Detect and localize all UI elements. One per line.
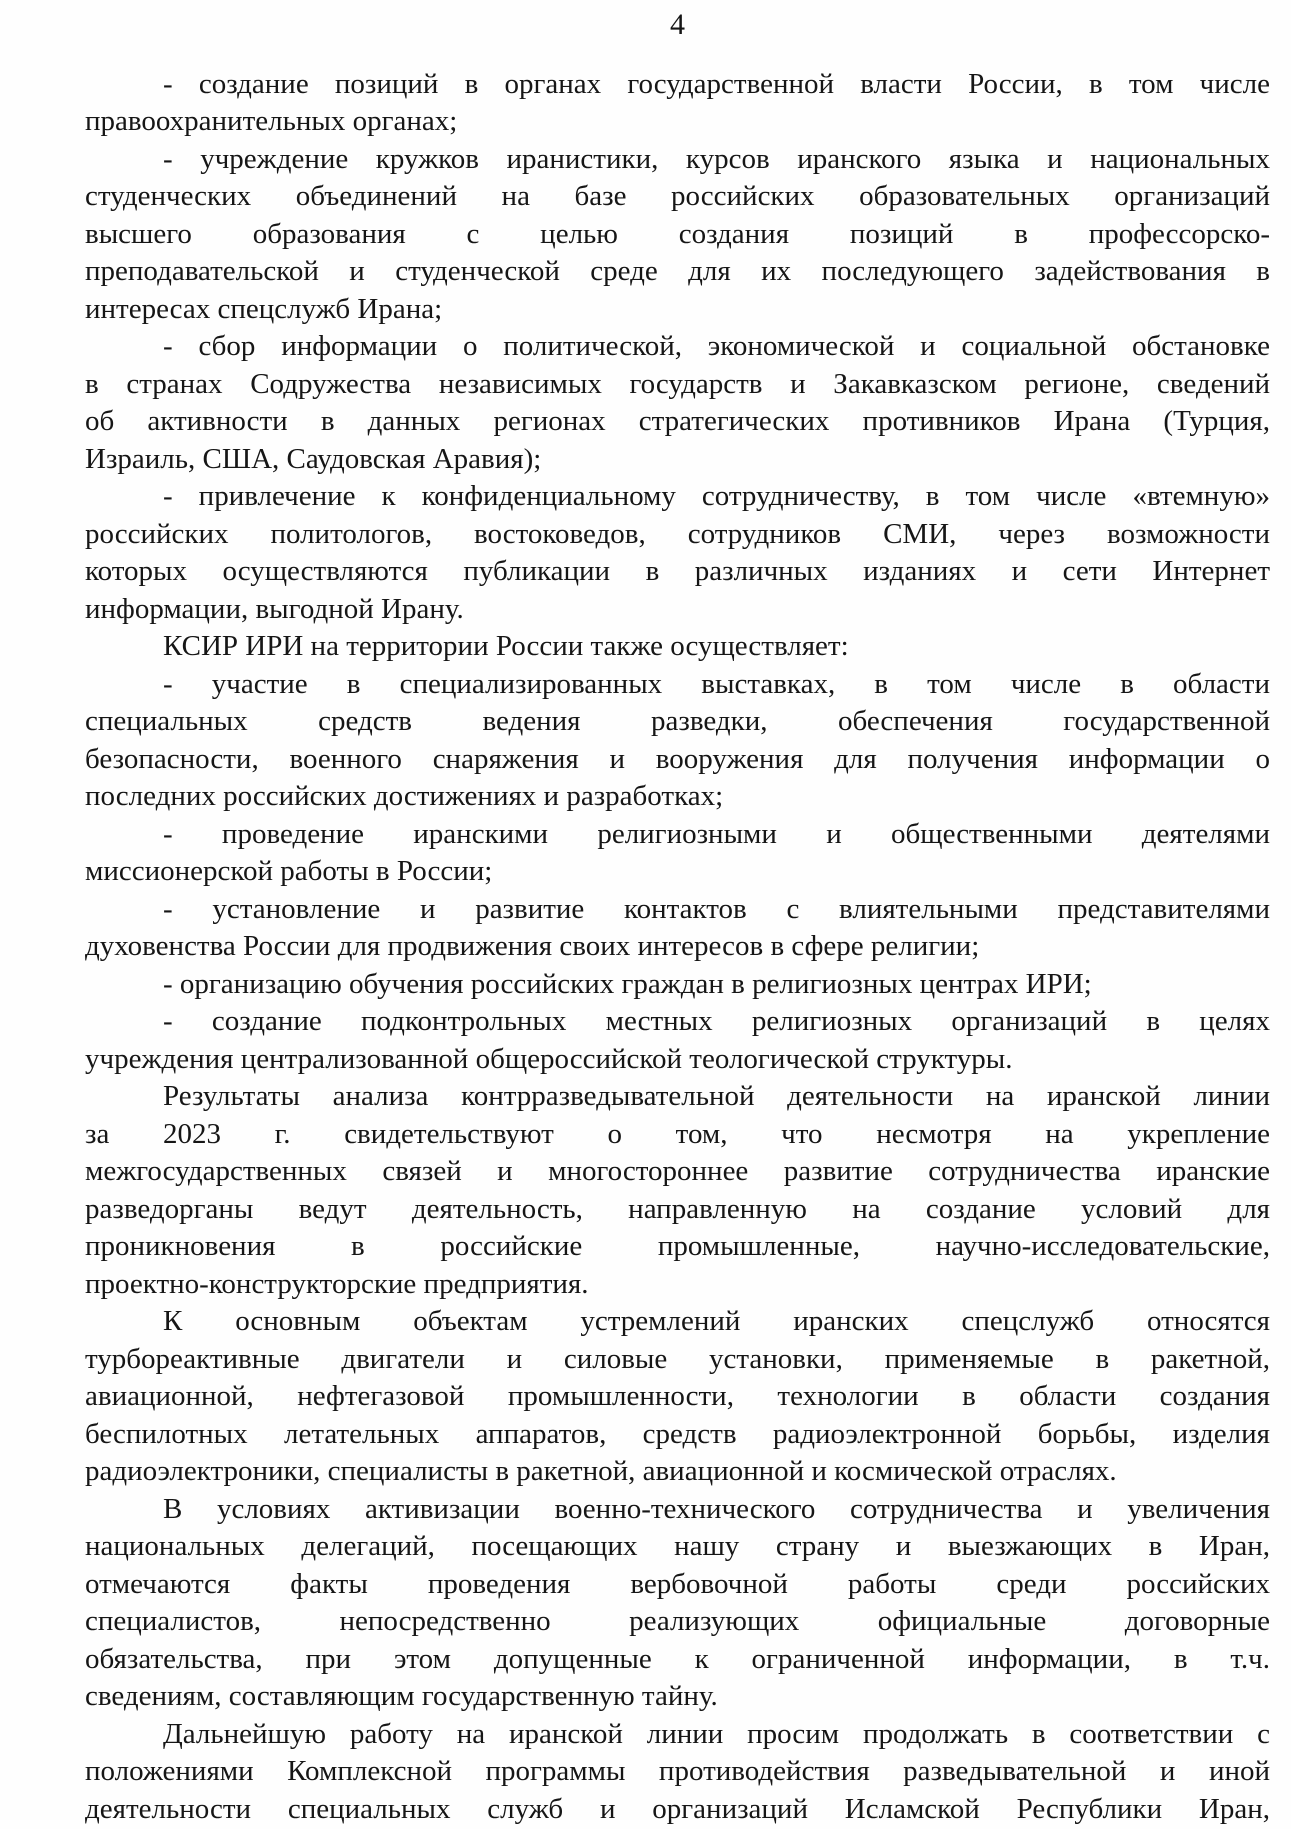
text-line: сведениям, составляющим государственную тайну. (85, 1680, 718, 1712)
page-number: 4 (670, 8, 685, 41)
text-line: российских политологов, востоковедов, сотрудников СМИ, через возможности (85, 517, 1270, 550)
text-line: положениями Комплексной программы противодействия разведывательной и иной (85, 1755, 1270, 1787)
text-line: миссионерской работы в России; (85, 855, 493, 887)
text-line: учреждения централизованной общероссийской теологической структуры. (85, 1042, 1013, 1075)
text-line: межгосударственных связей и многостороннее развитие сотрудничества иранские (85, 1155, 1270, 1187)
text-line: проектно-конструкторские предприятия. (85, 1267, 589, 1300)
text-line: последних российских достижениях и разработках; (85, 780, 724, 812)
document-body (85, 66, 1270, 1829)
text-line: которых осуществляются публикации в различных изданиях и сети Интернет (85, 555, 1270, 587)
paragraph (85, 891, 1270, 966)
text-line: В условиях активизации военно-технического сотрудничества и увеличения (163, 1492, 1270, 1525)
paragraph (85, 966, 1270, 1004)
text-line: специалистов, непосредственно реализующих официальные договорные (85, 1605, 1270, 1637)
text-line: - организацию обучения российских граждан в религиозных центрах ИРИ; (163, 967, 1092, 1000)
text-line: турбореактивные двигатели и силовые установки, применяемые в ракетной, (85, 1342, 1270, 1375)
text-line: высшего образования с целью создания позиций в профессорско- (85, 217, 1270, 250)
paragraph (85, 816, 1270, 891)
paragraph (85, 478, 1270, 628)
text-line: отмечаются факты проведения вербовочной работы среди российских (85, 1567, 1270, 1600)
text-line: КСИР ИРИ на территории России также осуществляет: (163, 630, 849, 662)
paragraph (85, 1491, 1270, 1716)
text-line: - проведение иранскими религиозными и общественными деятелями (163, 817, 1270, 850)
text-line: безопасности, военного снаряжения и вооружения для получения информации о (85, 742, 1270, 775)
paragraph (85, 66, 1270, 141)
text-line: Дальнейшую работу на иранской линии просим продолжать в соответствии с (163, 1717, 1270, 1750)
text-line: - установление и развитие контактов с влиятельными представителями (163, 892, 1270, 925)
paragraph (85, 628, 1270, 666)
text-line: правоохранительных органах; (85, 105, 458, 137)
text-line: интересах спецслужб Ирана; (85, 292, 443, 325)
text-line: деятельности специальных служб и организаций Исламской Республики Иран, (85, 1792, 1270, 1825)
text-line: национальных делегаций, посещающих нашу страну и выезжающих в Иран, (85, 1530, 1270, 1562)
text-line: - создание позиций в органах государственной власти России, в том числе (163, 67, 1270, 100)
text-line: информации, выгодной Ирану. (85, 592, 464, 625)
paragraph (85, 328, 1270, 478)
paragraph (85, 1303, 1270, 1491)
text-line: - сбор информации о политической, экономической и социальной обстановке (163, 330, 1270, 362)
text-line: об активности в данных регионах стратегических противников Ирана (Турция, (85, 405, 1270, 437)
text-line: - участие в специализированных выставках, в том числе в области (163, 667, 1270, 700)
text-line: радиоэлектроники, специалисты в ракетной, авиационной и космической отраслях. (85, 1455, 1117, 1487)
text-line: разведорганы ведут деятельность, направленную на создание условий для (85, 1192, 1270, 1225)
paragraph (85, 1078, 1270, 1303)
text-line: специальных средств ведения разведки, обеспечения государственной (85, 705, 1270, 737)
text-line: Результаты анализа контрразведывательной деятельности на иранской линии (163, 1080, 1270, 1112)
paragraph (85, 1003, 1270, 1078)
text-line: преподавательской и студенческой среде для их последующего задействования в (85, 255, 1270, 287)
text-line: - привлечение к конфиденциальному сотрудничеству, в том числе «втемную» (163, 480, 1270, 512)
paragraph (85, 141, 1270, 329)
text-line: - создание подконтрольных местных религиозных организаций в целях (163, 1005, 1270, 1037)
text-line: К основным объектам устремлений иранских спецслужб относятся (163, 1305, 1270, 1337)
text-line: обязательства, при этом допущенные к ограниченной информации, в т.ч. (85, 1642, 1270, 1675)
text-line: духовенства России для продвижения своих интересов в сфере религии; (85, 930, 980, 962)
text-line: студенческих объединений на базе российских образовательных организаций (85, 180, 1270, 212)
text-line: Израиль, США, Саудовская Аравия); (85, 442, 542, 475)
text-line: беспилотных летательных аппаратов, средств радиоэлектронной борьбы, изделия (85, 1417, 1270, 1450)
paragraph (85, 1716, 1270, 1829)
text-line: в странах Содружества независимых государств и Закавказском регионе, сведений (85, 367, 1270, 400)
text-line: авиационной, нефтегазовой промышленности, технологии в области создания (85, 1380, 1270, 1412)
text-line: за 2023 г. свидетельствуют о том, что несмотря на укрепление (85, 1117, 1270, 1150)
paragraph (85, 666, 1270, 816)
text-line: проникновения в российские промышленные, научно-исследовательские, (85, 1230, 1270, 1262)
text-line: - учреждение кружков иранистики, курсов иранского языка и национальных (163, 142, 1270, 175)
document-content (85, 6, 1270, 1828)
